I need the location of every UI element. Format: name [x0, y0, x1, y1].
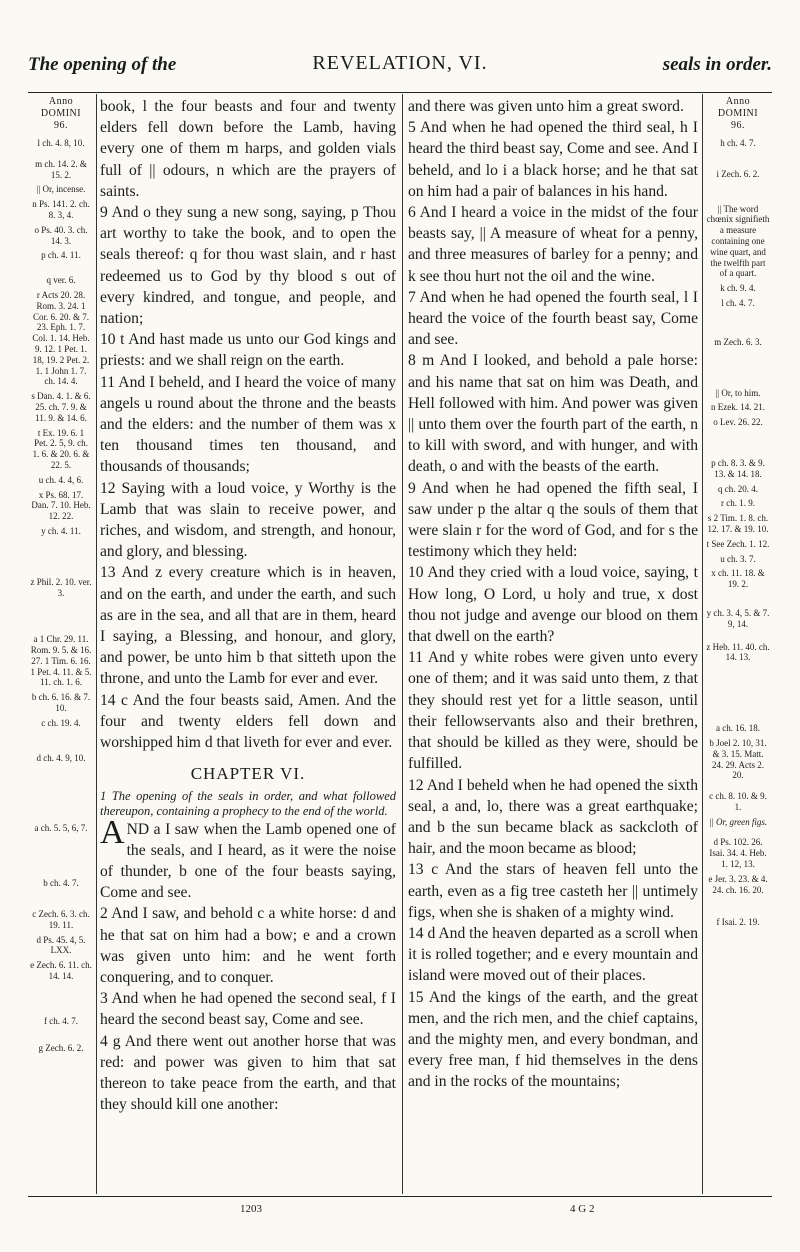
margin-note: e Zech. 6. 11. ch. 14. 14.	[30, 960, 92, 982]
year-label: 96.	[731, 120, 745, 131]
margin-note: r ch. 1. 9.	[721, 498, 755, 509]
margin-note: q ch. 20. 4.	[718, 483, 758, 494]
drop-cap: A	[100, 813, 125, 851]
verse-text: ND a I saw when the Lamb opened one of the seals, and I heard, as it were the noise of thunder, b one of the four beasts saying, Come and see.	[100, 820, 396, 902]
margin-note: c Zech. 6. 3. ch. 19. 11.	[32, 909, 90, 930]
margin-note: || Or, incense.	[36, 184, 86, 195]
margin-note: c ch. 8. 10. & 9. 1.	[709, 791, 767, 812]
margin-note: z Phil. 2. 10. ver. 3.	[30, 576, 92, 598]
margin-note: || Or, to him.	[715, 387, 761, 398]
verse: 11 And y white robes were given unto every one of them; and it was said unto them, z that they should rest yet for a little season, until their fellowservants also and their brethren, that should be killed as they were, should be fulfilled.	[408, 649, 698, 773]
anno-label: Anno	[48, 96, 74, 107]
header-left: The opening of the	[28, 54, 177, 75]
margin-note: m Zech. 6. 3.	[714, 336, 762, 347]
margin-note: b ch. 4. 7.	[43, 878, 79, 889]
margin-note: || The word chœnix signifieth a measure containing one wine quart, and the twelfth part of a quart.	[706, 203, 770, 279]
left-margin-notes	[30, 96, 92, 1057]
page-number: 1203	[240, 1203, 262, 1215]
signature-mark: 4 G 2	[570, 1203, 595, 1215]
margin-note: s 2 Tim. 1. 8. ch. 12. 17. & 19. 10.	[707, 513, 769, 534]
verse: 10 t And hast made us unto our God kings and priests: and we shall reign on the earth.	[100, 331, 396, 370]
chapter-heading: CHAPTER VI.	[190, 764, 306, 784]
margin-note: || Or, green figs.	[708, 816, 768, 827]
verse: 15 And the kings of the earth, and the great men, and the rich men, and the chief captains, and the mighty men, and every bondman, and every free man, f hid themselves in the dens and in the rocks of the mountains;	[408, 988, 698, 1091]
verse: 5 And when he had opened the third seal, h I heard the third beast say, Come and see. And I beheld, and lo i a black horse; and he that sat on him had a pair of balances in his hand.	[408, 119, 698, 200]
margin-note: k ch. 9. 4.	[720, 283, 756, 294]
margin-note: a ch. 16. 18.	[716, 723, 760, 734]
margin-note: o Lev. 26. 22.	[713, 417, 763, 428]
margin-note: p ch. 4. 11.	[41, 250, 81, 261]
verse: 11 And I beheld, and I heard the voice of many angels u round about the throne and the beasts and the elders: and the number of them was x ten thousand times ten thousand, and thousands of thousands;	[100, 373, 396, 476]
margin-note: c ch. 19. 4.	[41, 717, 81, 728]
domini-label: DOMINI	[717, 108, 759, 119]
verse: 6 And I heard a voice in the midst of the four beasts say, || A measure of wheat for a penny, and three measures of barley for a penny; and k see thou hurt not the oil and the wine.	[408, 204, 698, 285]
margin-note: n Ezek. 14. 21.	[711, 402, 765, 413]
right-text-column	[408, 96, 698, 1093]
footer-rule	[28, 1196, 772, 1197]
verse: 9 And when he had opened the fifth seal, I saw under p the altar q the souls of them that were slain r for the word of God, and for s the testimony which they held:	[408, 479, 698, 561]
verse: and there was given unto him a great sword.	[408, 98, 684, 115]
margin-note: e Jer. 3. 23. & 4. 24. ch. 16. 20.	[708, 873, 768, 895]
verse: 12 And I beheld when he had opened the sixth seal, a and, lo, there was a great earthquake; and b the sun became black as sackcloth of hair, and the moon became as blood;	[408, 776, 698, 858]
verse: book, l the four beasts and four and twenty elders fell down before the Lamb, having every one of them m harps, and golden vials full of || odours, n which are the prayers of saints.	[100, 98, 396, 200]
margin-note: b Joel 2. 10, 31. & 3. 15. Matt. 24. 29. Acts 2. 20.	[709, 737, 767, 781]
margin-note: r Acts 20. 28. Rom. 3. 24. 1 Cor. 6. 20. & 7. 23. Eph. 1. 7. Col. 1. 14. Heb. 9. 12. 1 Pet. 1. 18, 19. 2 Pet. 2. 1. 1 John 1. 7. ch. 14. 4.	[32, 289, 90, 387]
anno-label: Anno	[725, 96, 751, 107]
margin-note: z Heb. 11. 40. ch. 14. 13.	[706, 641, 770, 663]
right-margin-divider	[702, 94, 703, 1194]
header-right: seals in order.	[662, 54, 772, 75]
margin-note: l ch. 4. 7.	[721, 297, 755, 308]
margin-note: t See Zech. 1. 12.	[706, 538, 770, 549]
right-margin-notes	[706, 96, 770, 932]
margin-note: l ch. 4. 8, 10.	[37, 138, 85, 148]
verse: 12 Saying with a loud voice, y Worthy is the Lamb that was slain to receive power, and riches, and wisdom, and strength, and honour, and glory, and blessing.	[100, 479, 396, 561]
margin-note: n Ps. 141. 2. ch. 8. 3, 4.	[32, 199, 90, 220]
verse: 2 And I saw, and behold c a white horse: d and he that sat on him had a bow; e and a crown was given unto him: and he went forth conquering, and to conquer.	[100, 905, 396, 986]
margin-note: p ch. 8. 3. & 9. 13. & 14. 18.	[711, 457, 765, 479]
verse: 14 c And the four beasts said, Amen. And the four and twenty elders fell down and worshipped him d that liveth for ever and ever.	[100, 691, 396, 752]
verse: 13 c And the stars of heaven fell unto the earth, even as a fig tree casteth her || untimely figs, when she is shaken of a mighty wind.	[408, 861, 698, 921]
left-text-column	[100, 96, 396, 1115]
header-rule	[28, 92, 772, 93]
margin-note: f ch. 4. 7.	[44, 1015, 78, 1026]
column-divider	[402, 94, 403, 1194]
margin-note: u ch. 4. 4, 6.	[38, 474, 84, 485]
margin-note: q ver. 6.	[46, 275, 76, 286]
margin-note: u ch. 3. 7.	[720, 553, 756, 564]
margin-note: i Zech. 6. 2.	[716, 168, 760, 179]
margin-note: a ch. 5. 5, 6, 7.	[34, 823, 88, 834]
margin-note: d Ps. 102. 26. Isai. 34. 4. Heb. 1. 12, 13.	[709, 837, 767, 870]
margin-note: t Ex. 19. 6. 1 Pet. 2. 5, 9. ch. 1. 6. & 20. 6. & 22. 5.	[32, 427, 90, 470]
margin-note: f Isai. 2. 19.	[716, 917, 760, 928]
left-margin-divider	[96, 94, 97, 1194]
margin-note: o Ps. 40. 3. ch. 14. 3.	[34, 224, 88, 246]
margin-note: s Dan. 4. 1. & 6. 25. ch. 7. 9. & 11. 9. & 14. 6.	[31, 391, 91, 423]
margin-note: h ch. 4. 7.	[720, 138, 756, 148]
verse: 13 And z every creature which is in heaven, and on the earth, and under the earth, and such as are in the sea, and all that are in them, heard I saying, a Blessing, and honour, and glory, and power, be unto him b that sitteth upon the throne, and unto the Lamb for ever and ever.	[100, 564, 396, 688]
verse: 10 And they cried with a loud voice, saying, t How long, O Lord, u holy and true, x dost thou not judge and avenge our blood on them that dwell on the earth?	[408, 564, 698, 646]
margin-note: b ch. 6. 16. & 7. 10.	[31, 692, 91, 714]
verse: 4 g And there went out another horse that was red: and power was given to him that sat thereon to take peace from the earth, and that they should kill one another:	[100, 1032, 396, 1114]
verse: 9 And o they sung a new song, saying, p Thou art worthy to take the book, and to open the seals thereof: q for thou wast slain, and r hast redeemed us to God by thy blood s out of every kindred, and tongue, and people, and nation;	[100, 204, 396, 328]
margin-note: x Ps. 68. 17. Dan. 7. 10. Heb. 12. 22.	[31, 489, 91, 522]
domini-label: DOMINI	[40, 108, 82, 119]
margin-note: x ch. 11. 18. & 19. 2.	[711, 568, 765, 590]
year-label: 96.	[54, 120, 68, 131]
margin-note: y ch. 3. 4, 5. & 7. 9, 14.	[706, 607, 770, 629]
margin-note: a 1 Chr. 29. 11. Rom. 9. 5. & 16. 27. 1 Tim. 6. 16. 1 Pet. 4. 11. & 5. 11. ch. 1. 6.	[30, 634, 92, 688]
verse	[100, 813, 396, 904]
header-center: REVELATION, VI.	[312, 52, 488, 74]
margin-note: d Ps. 45. 4, 5. LXX.	[36, 934, 86, 956]
verse: 8 m And I looked, and behold a pale horse: and his name that sat on him was Death, and Hell followed with him. And power was given || unto them over the fourth part of the earth, n to kill with sword, and with hunger, and with death, o and with the beasts of the earth.	[408, 352, 698, 476]
verse: 3 And when he had opened the second seal, f I heard the second beast say, Come and see.	[100, 990, 396, 1029]
verse: 7 And when he had opened the fourth seal, l I heard the voice of the fourth beast say, Come and see.	[408, 288, 698, 349]
chapter-summary: 1 The opening of the seals in order, and what followed thereupon, containing a prophecy to the end of the world.	[100, 788, 396, 818]
running-header	[28, 40, 772, 90]
margin-note: g Zech. 6. 2.	[38, 1042, 84, 1053]
margin-note: y ch. 4. 11.	[41, 525, 81, 536]
verse: 14 d And the heaven departed as a scroll when it is rolled together; and e every mountain and island were moved out of their places.	[408, 924, 698, 985]
margin-note: m ch. 14. 2. & 15. 2.	[35, 158, 87, 180]
margin-note: d ch. 4. 9, 10.	[36, 752, 86, 763]
